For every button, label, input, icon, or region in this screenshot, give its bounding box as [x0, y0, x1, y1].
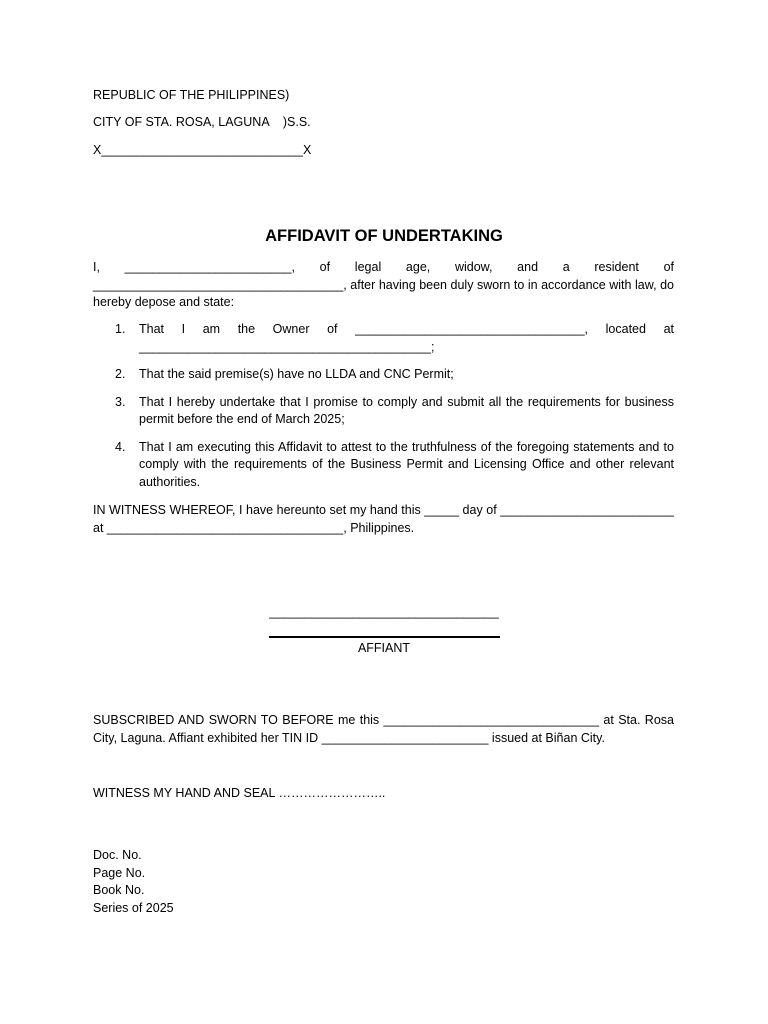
jurat-paragraph: SUBSCRIBED AND SWORN TO BEFORE me this _______________________________ at Sta. Rosa City, Laguna. Affiant exhibited her TIN ID ________________________ issued at Biñan City.	[93, 713, 674, 745]
list-number: 2.	[115, 367, 126, 381]
series: Series of 2025	[93, 900, 174, 915]
list-text: That the said premise(s) have no LLDA and CNC Permit;	[139, 367, 454, 381]
header-divider: X_____________________________X	[93, 143, 312, 157]
list-item	[93, 394, 674, 429]
statement-list	[93, 321, 674, 501]
book-no: Book No.	[93, 883, 145, 897]
header-city: CITY OF STA. ROSA, LAGUNA )S.S.	[93, 115, 311, 129]
signature-line: _________________________________	[269, 605, 499, 619]
list-number: 4.	[115, 439, 126, 454]
list-item	[93, 366, 674, 384]
list-text: That I hereby undertake that I promise to comply and submit all the requirements for business permit before the end of March 2025;	[139, 394, 674, 426]
notary-register	[93, 847, 674, 917]
list-number: 1.	[115, 322, 126, 336]
page-no: Page No.	[93, 865, 146, 880]
witness-seal-line: WITNESS MY HAND AND SEAL ……………………..	[93, 786, 386, 800]
affiant-label: AFFIANT	[357, 641, 411, 655]
header-republic: REPUBLIC OF THE PHILIPPINES)	[93, 88, 290, 102]
list-item	[93, 439, 674, 492]
list-text: That I am the Owner of _________________________________, located at __________________________________________;	[139, 322, 674, 354]
intro-paragraph: I, ________________________, of legal age, widow, and a resident of ____________________________________, after having been duly sworn to in accordance with law, do hereby depose and state:	[93, 260, 674, 309]
list-item	[93, 321, 674, 356]
witness-whereof-paragraph: IN WITNESS WHEREOF, I have hereunto set my hand this _____ day of _________________________ at __________________________________, Philippines.	[93, 503, 674, 535]
list-text: That I am executing this Affidavit to attest to the truthfulness of the foregoing statements and to comply with the requirements of the Business Permit and Licensing Office and other relevant authorities.	[139, 439, 674, 489]
signature-rule	[269, 636, 500, 638]
list-number: 3.	[115, 394, 126, 409]
doc-no: Doc. No.	[93, 848, 142, 862]
document-title: AFFIDAVIT OF UNDERTAKING	[265, 227, 503, 245]
